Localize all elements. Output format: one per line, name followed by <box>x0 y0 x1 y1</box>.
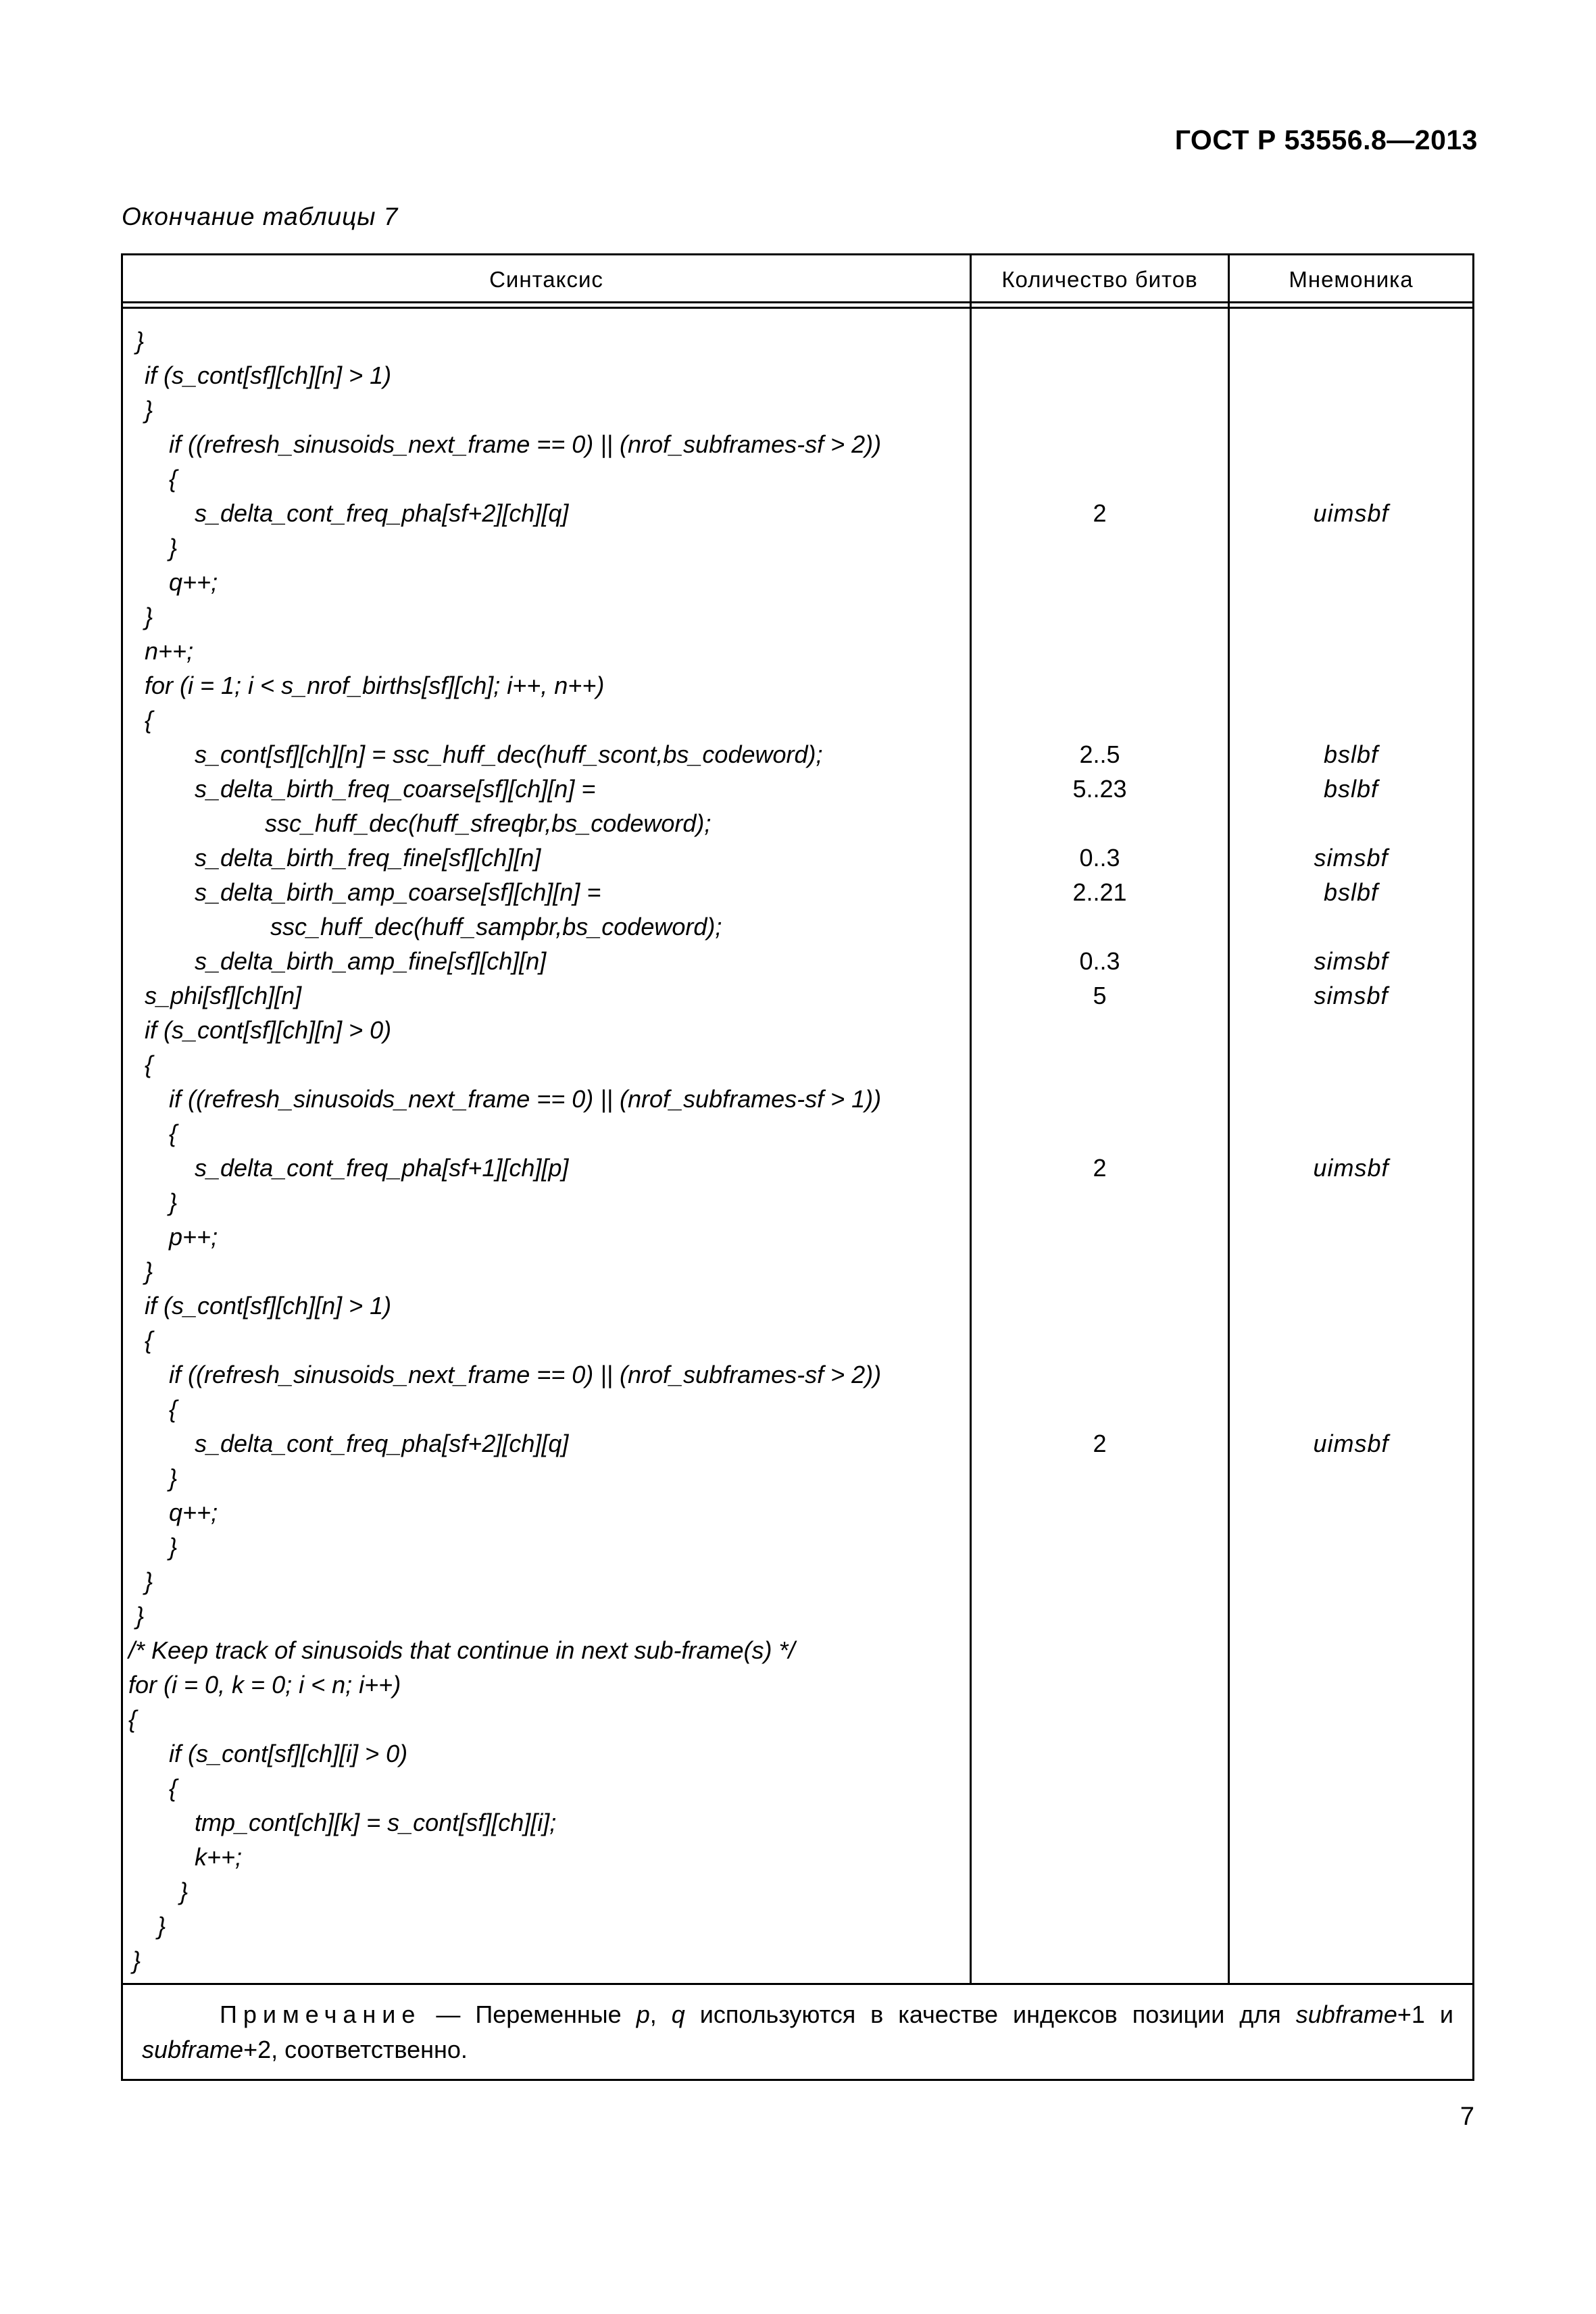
column-header-syntax: Синтаксис <box>489 267 603 292</box>
syntax-cell: } <box>169 1188 178 1216</box>
mnemonic-cell: uimsbf <box>1313 499 1389 527</box>
table-row <box>123 599 1472 634</box>
table-row <box>123 1254 1472 1288</box>
table-row <box>123 840 1472 875</box>
syntax-cell: } <box>169 1533 178 1561</box>
bits-cell: 2 <box>1093 1430 1107 1457</box>
table-row <box>123 1323 1472 1357</box>
syntax-cell: } <box>169 534 178 561</box>
table-row <box>123 806 1472 840</box>
table-row <box>123 1392 1472 1426</box>
syntax-cell: { <box>128 1705 137 1733</box>
table-row <box>123 1564 1472 1599</box>
bits-cell: 2 <box>1093 1154 1107 1182</box>
table-row <box>123 461 1472 496</box>
mnemonic-cell: bslbf <box>1323 775 1379 803</box>
column-header-mnemonic: Мнемоника <box>1289 267 1414 292</box>
table-row <box>123 909 1472 944</box>
table-row <box>123 1219 1472 1254</box>
syntax-cell: s_phi[sf][ch][n] <box>145 982 302 1009</box>
table-row <box>123 496 1472 530</box>
syntax-cell: } <box>136 1602 145 1630</box>
table-row <box>123 530 1472 565</box>
mnemonic-cell: simsbf <box>1314 982 1389 1009</box>
syntax-cell: } <box>180 1878 189 1905</box>
syntax-cell: s_delta_birth_freq_fine[sf][ch][n] <box>195 844 541 872</box>
syntax-cell: } <box>145 396 153 424</box>
syntax-cell: q++; <box>169 1499 218 1526</box>
mnemonic-cell: simsbf <box>1314 947 1389 975</box>
syntax-cell: if (s_cont[sf][ch][n] > 0) <box>145 1016 392 1044</box>
syntax-cell: n++; <box>145 637 194 665</box>
syntax-cell: s_cont[sf][ch][n] = ssc_huff_dec(huff_scont,bs_codeword); <box>195 740 823 768</box>
table-row <box>123 1874 1472 1909</box>
table-row <box>123 1805 1472 1840</box>
bits-cell: 2..5 <box>1079 740 1120 768</box>
syntax-cell: if (s_cont[sf][ch][n] > 1) <box>145 1292 392 1319</box>
table-row <box>123 1599 1472 1633</box>
syntax-cell: ssc_huff_dec(huff_sampbr,bs_codeword); <box>270 913 722 940</box>
syntax-cell: s_delta_cont_freq_pha[sf+1][ch][p] <box>195 1154 569 1182</box>
table-row <box>123 668 1472 703</box>
syntax-cell: tmp_cont[ch][k] = s_cont[sf][ch][i]; <box>195 1809 557 1836</box>
syntax-cell: s_delta_cont_freq_pha[sf+2][ch][q] <box>195 499 569 527</box>
table-row <box>123 1426 1472 1461</box>
table-note <box>142 1997 1453 2067</box>
syntax-cell: s_delta_cont_freq_pha[sf+2][ch][q] <box>195 1430 569 1457</box>
syntax-table <box>121 253 1474 2081</box>
table-row <box>123 324 1472 358</box>
syntax-cell: for (i = 0, k = 0; i < n; i++) <box>128 1671 401 1699</box>
table-row <box>123 634 1472 668</box>
syntax-cell: if (s_cont[sf][ch][n] > 1) <box>145 361 392 389</box>
syntax-cell: ssc_huff_dec(huff_sfreqbr,bs_codeword); <box>265 809 712 837</box>
syntax-cell: } <box>169 1464 178 1492</box>
standard-code: ГОСТ Р 53556.8—2013 <box>1174 124 1478 155</box>
table-row <box>123 1116 1472 1151</box>
table-row <box>123 1151 1472 1185</box>
syntax-cell: } <box>145 1567 153 1595</box>
bits-cell: 2..21 <box>1072 878 1127 906</box>
table-row <box>123 1185 1472 1219</box>
syntax-cell: { <box>169 465 178 493</box>
header-rule <box>123 307 1472 309</box>
note-rule <box>123 1983 1472 1985</box>
table-row <box>123 427 1472 461</box>
table-row <box>123 703 1472 737</box>
syntax-cell: { <box>145 1326 153 1354</box>
table-row <box>123 1909 1472 1943</box>
table-row <box>123 875 1472 909</box>
syntax-cell: q++; <box>169 568 218 596</box>
mnemonic-cell: uimsbf <box>1313 1154 1389 1182</box>
column-header-bits: Количество битов <box>1001 267 1198 292</box>
mnemonic-cell: uimsbf <box>1313 1430 1389 1457</box>
syntax-cell: s_delta_birth_freq_coarse[sf][ch][n] = <box>195 775 596 803</box>
syntax-cell: s_delta_birth_amp_fine[sf][ch][n] <box>195 947 547 975</box>
syntax-cell: } <box>145 1257 153 1285</box>
bits-cell: 2 <box>1093 499 1107 527</box>
table-row <box>123 565 1472 599</box>
table-row <box>123 1461 1472 1495</box>
table-row <box>123 1013 1472 1047</box>
note-label: Примечание <box>220 2001 422 2028</box>
syntax-cell: if ((refresh_sinusoids_next_frame == 0) || (nrof_subframes-sf > 2)) <box>169 430 882 458</box>
syntax-cell: { <box>145 706 153 734</box>
syntax-cell: /* Keep track of sinusoids that continue in next sub-frame(s) */ <box>128 1636 795 1664</box>
table-row <box>123 1047 1472 1082</box>
syntax-cell: } <box>136 327 145 355</box>
table-row <box>123 1736 1472 1771</box>
syntax-cell: { <box>169 1395 178 1423</box>
syntax-cell: k++; <box>195 1843 243 1871</box>
table-row <box>123 1702 1472 1736</box>
table-row <box>123 1771 1472 1805</box>
header-rule <box>123 301 1472 303</box>
syntax-cell: s_delta_birth_amp_coarse[sf][ch][n] = <box>195 878 601 906</box>
table-row <box>123 737 1472 772</box>
mnemonic-cell: bslbf <box>1323 740 1379 768</box>
bits-cell: 0..3 <box>1079 947 1120 975</box>
table-row <box>123 1667 1472 1702</box>
table-row <box>123 393 1472 427</box>
table-row <box>123 1633 1472 1667</box>
table-row <box>123 1943 1472 1978</box>
syntax-cell: if ((refresh_sinusoids_next_frame == 0) || (nrof_subframes-sf > 2)) <box>169 1361 882 1388</box>
syntax-cell: if (s_cont[sf][ch][i] > 0) <box>169 1740 408 1767</box>
table-row <box>123 358 1472 393</box>
mnemonic-cell: simsbf <box>1314 844 1389 872</box>
page-number: 7 <box>1460 2103 1474 2131</box>
syntax-cell: p++; <box>169 1223 218 1251</box>
syntax-cell: if ((refresh_sinusoids_next_frame == 0) || (nrof_subframes-sf > 1)) <box>169 1085 882 1113</box>
table-row <box>123 1840 1472 1874</box>
table-row <box>123 978 1472 1013</box>
table-row <box>123 1288 1472 1323</box>
table-row <box>123 1495 1472 1530</box>
syntax-cell: } <box>132 1946 141 1974</box>
table-row <box>123 1530 1472 1564</box>
mnemonic-cell: bslbf <box>1323 878 1379 906</box>
syntax-cell: for (i = 1; i < s_nrof_births[sf][ch]; i++, n++) <box>145 672 605 699</box>
bits-cell: 5..23 <box>1072 775 1127 803</box>
syntax-cell: { <box>169 1774 178 1802</box>
table-caption: Окончание таблицы 7 <box>122 203 399 230</box>
table-row <box>123 944 1472 978</box>
bits-cell: 0..3 <box>1079 844 1120 872</box>
bits-cell: 5 <box>1093 982 1107 1009</box>
table-row <box>123 772 1472 806</box>
syntax-cell: { <box>169 1120 178 1147</box>
syntax-cell: { <box>145 1051 153 1078</box>
note-text: — Переменные p, q используются в качестве индексов позиции для subframe+1 и subframe+2, соответственно. <box>142 2001 1453 2063</box>
syntax-cell: } <box>145 603 153 630</box>
table-row <box>123 1357 1472 1392</box>
syntax-cell: } <box>157 1912 166 1940</box>
table-row <box>123 1082 1472 1116</box>
